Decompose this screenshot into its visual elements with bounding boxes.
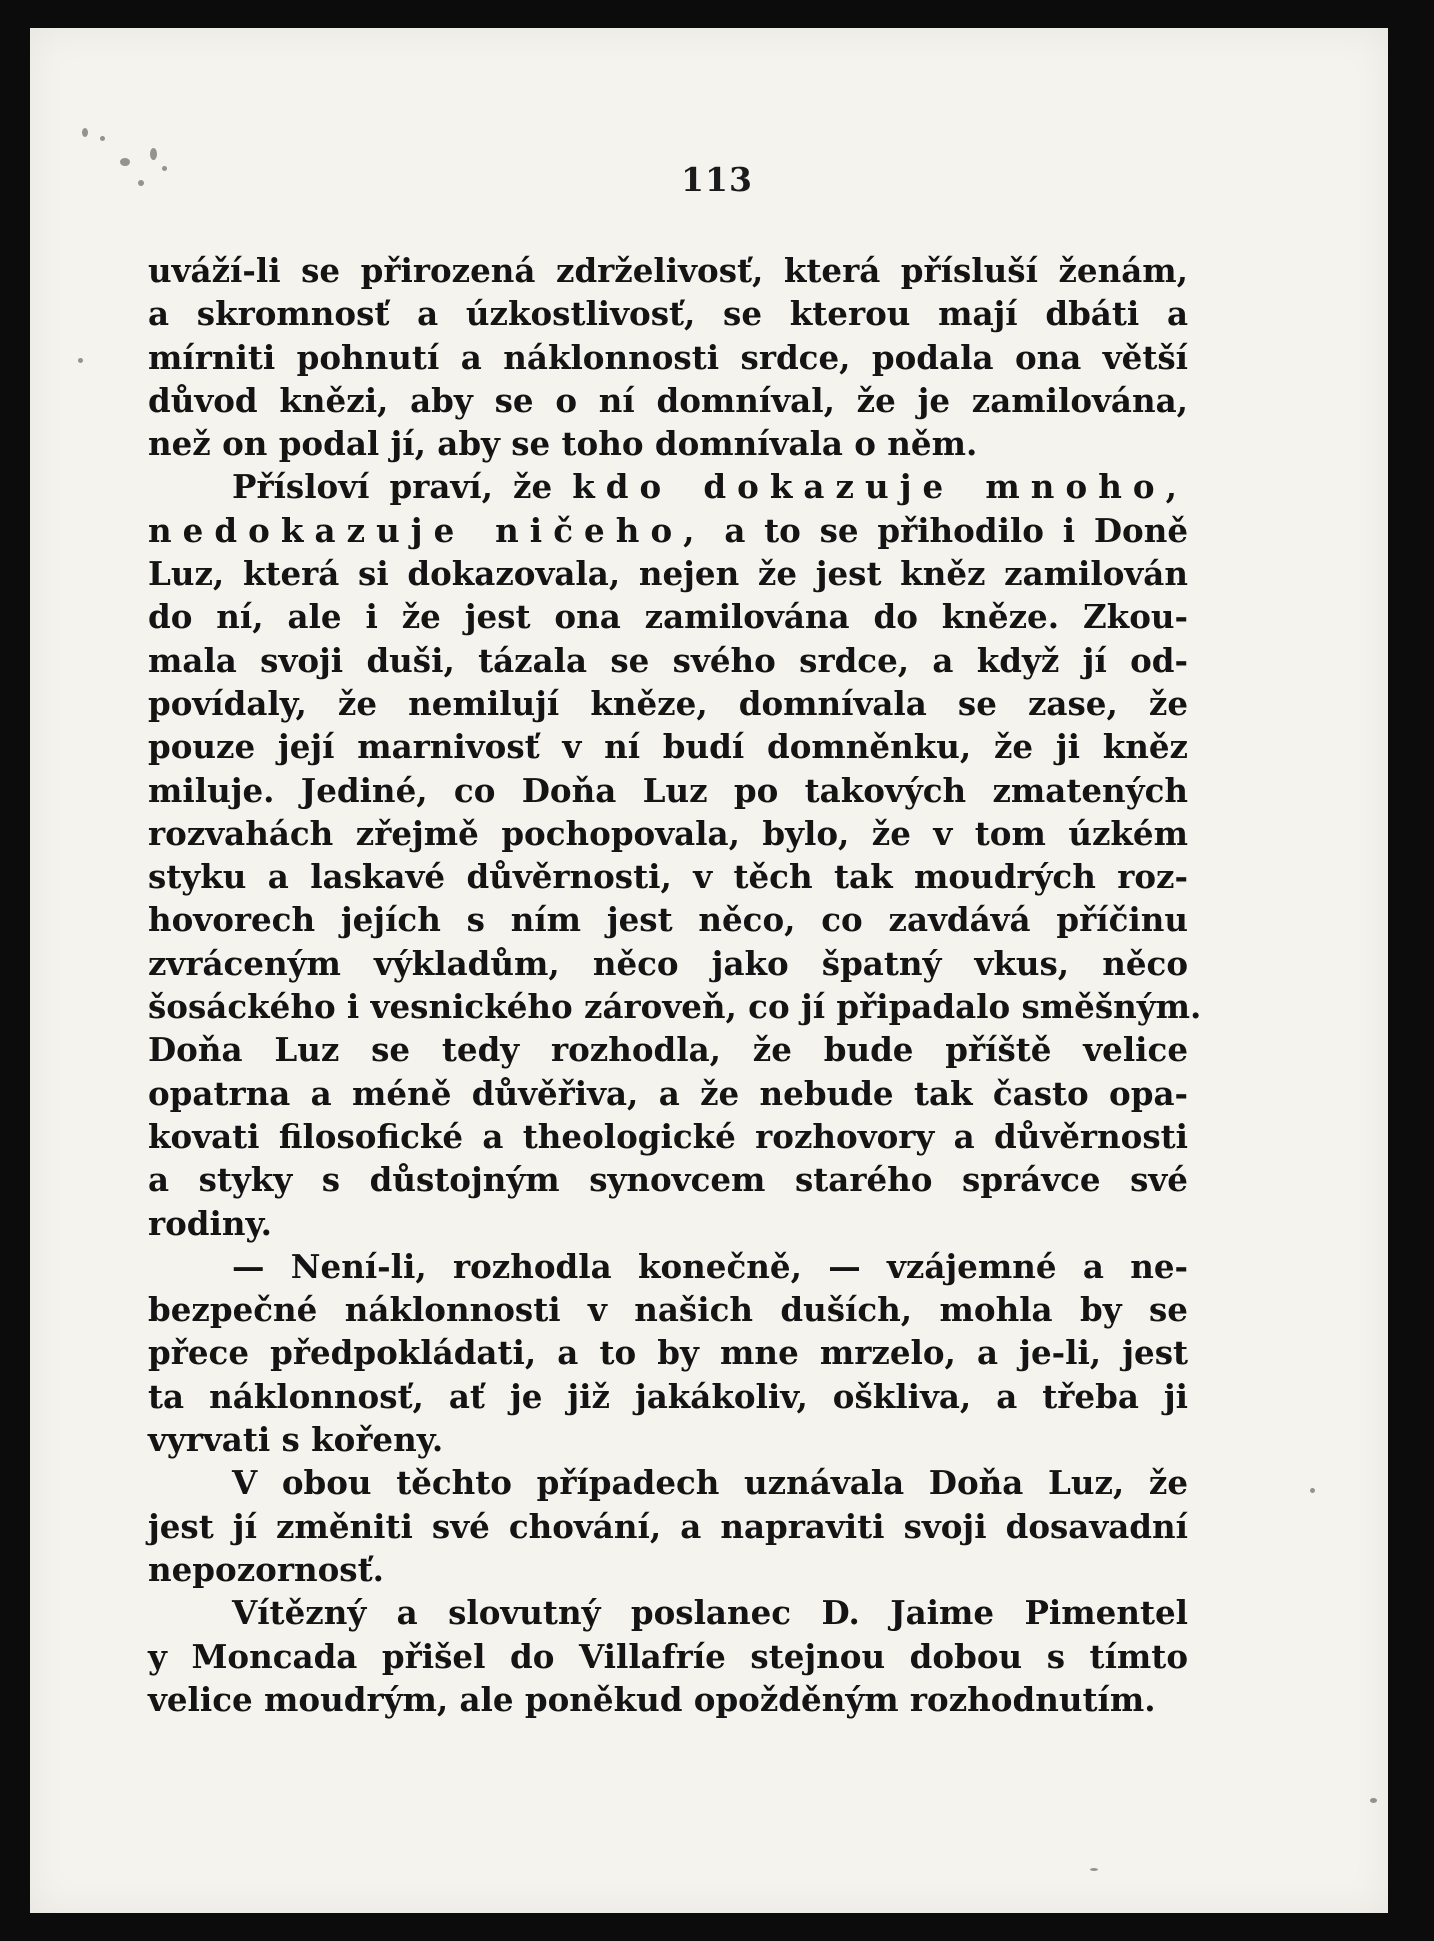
line-text: — Není-li, rozhodla konečně, — vzájemné a ne- (232, 1246, 1188, 1286)
text-line (148, 1461, 1188, 1504)
text-line (148, 1418, 1188, 1461)
text-line (148, 639, 1188, 682)
text-line (148, 379, 1188, 422)
line-text: kovati filosofické a theologické rozhovory a důvěrnosti (148, 1116, 1188, 1156)
line-text: Vítězný a slovutný poslanec D. Jaime Pimentel (232, 1593, 1188, 1633)
line-text: velice moudrým, ale poněkud opožděným rozhodnutím. (148, 1679, 1156, 1719)
line-text: rozvahách zřejmě pochopovala, bylo, že v tom úzkém (148, 813, 1188, 853)
text-line (148, 1072, 1188, 1115)
line-text: Luz, která si dokazovala, nejen že jest kněz zamilován (148, 554, 1188, 594)
line-text: rodiny. (148, 1203, 272, 1243)
text-line (148, 1331, 1188, 1374)
spaced-text: nedokazuje ničeho, (148, 510, 706, 550)
line-text: opatrna a méně důvěřiva, a že nebude tak často opa- (148, 1073, 1188, 1113)
line-text: Doňa Luz se tedy rozhodla, že bude příště velice (148, 1030, 1188, 1070)
line-text: do ní, ale i že jest ona zamilována do kněze. Zkou- (148, 597, 1188, 637)
text-line (148, 1678, 1188, 1721)
ink-speck (150, 148, 157, 160)
text-line (148, 812, 1188, 855)
line-text: důvod knězi, aby se o ní domníval, že je zamilována, (148, 380, 1188, 420)
line-text: miluje. Jediné, co Doňa Luz po takových zmatených (148, 770, 1188, 810)
ink-speck (1310, 1488, 1315, 1493)
ink-speck (1090, 1868, 1098, 1871)
spaced-text: kdo dokazuje mnoho, (572, 467, 1188, 507)
line-text: nepozornosť. (148, 1549, 384, 1589)
text-line (148, 422, 1188, 465)
ink-speck (1370, 1798, 1377, 1803)
text-line (148, 769, 1188, 812)
page-number: 113 (681, 160, 753, 199)
text-line (148, 682, 1188, 725)
text-line (148, 1375, 1188, 1418)
text-line (148, 725, 1188, 768)
line-text: zvráceným výkladům, něco jako špatný vkus, něco (148, 943, 1188, 983)
ink-speck (82, 128, 88, 137)
line-text: styku a laskavé důvěrnosti, v těch tak moudrých roz- (148, 857, 1188, 897)
text-line (148, 1028, 1188, 1071)
line-text: přece předpokládati, a to by mne mrzelo, a je-li, jest (148, 1333, 1188, 1373)
line-text: pouze její marnivosť v ní budí domněnku, že ji kněz (148, 727, 1188, 767)
text-line (148, 942, 1188, 985)
line-text: vyrvati s kořeny. (148, 1420, 444, 1460)
line-text: a to se přihodilo i Doně (724, 510, 1188, 550)
line-text: povídaly, že nemilují kněze, domnívala se zase, že (148, 683, 1188, 723)
text-line (148, 1245, 1188, 1288)
text-line (148, 1158, 1188, 1201)
text-line (148, 1635, 1188, 1678)
line-text: a styky s důstojným synovcem starého správce své (148, 1160, 1188, 1200)
text-line (148, 1548, 1188, 1591)
text-line (148, 898, 1188, 941)
text-line (148, 1202, 1188, 1245)
text-line (148, 985, 1202, 1028)
text-line (148, 509, 1188, 552)
line-text: než on podal jí, aby se toho domnívala o něm. (148, 424, 978, 464)
text-line (148, 552, 1188, 595)
text-line (148, 1591, 1188, 1634)
text-line (148, 292, 1188, 335)
text-line (148, 249, 1188, 292)
body-text (148, 249, 1202, 1721)
line-text: mala svoji duši, tázala se svého srdce, a když jí od- (148, 640, 1188, 680)
line-text: ta náklonnosť, ať je již jakákoliv, oškliva, a třeba ji (148, 1376, 1188, 1416)
text-line (148, 465, 1188, 508)
line-text: uváží-li se přirozená zdrželivosť, která přísluší ženám, (148, 251, 1188, 290)
line-text: bezpečné náklonnosti v našich duších, mohla by se (148, 1290, 1188, 1330)
text-line (148, 1288, 1188, 1331)
line-text: a skromnosť a úzkostlivosť, se kterou mají dbáti a (148, 294, 1188, 334)
line-text: Přísloví praví, že (232, 467, 553, 507)
ink-speck (100, 136, 105, 141)
line-text: šosáckého i vesnického zároveň, co jí připadalo směšným. (148, 987, 1202, 1027)
text-line (148, 336, 1188, 379)
text-line (148, 595, 1188, 638)
line-text: y Moncada přišel do Villafríe stejnou dobou s tímto (148, 1636, 1188, 1676)
line-text: jest jí změniti své chování, a napraviti svoji dosavadní (148, 1506, 1188, 1546)
text-line (148, 855, 1188, 898)
text-line (148, 1505, 1188, 1548)
ink-speck (78, 358, 83, 363)
line-text: V obou těchto případech uznávala Doňa Luz, že (232, 1463, 1188, 1503)
line-text: mírniti pohnutí a náklonnosti srdce, podala ona větší (148, 337, 1188, 377)
text-line (148, 1115, 1188, 1158)
line-text: hovorech jejích s ním jest něco, co zavdává příčinu (148, 900, 1188, 940)
